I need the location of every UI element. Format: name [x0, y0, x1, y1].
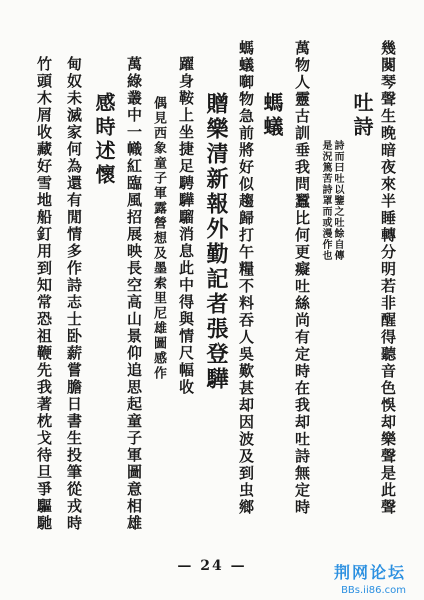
poem-title: 吐詩 [350, 92, 374, 140]
annotation: 是況篤苦詩罩而或漫作也 [320, 140, 331, 261]
poem-line: 竹頭木屑收藏好雪地船釘用到知常恐祖鞭先我著枕戈待旦爭驅馳 [35, 56, 53, 532]
annotation: 詩而曰吐以鑒之吐餘自傳 [332, 140, 343, 261]
page-number: — 24 — [177, 558, 247, 574]
poem-line: 躍身鞍上坐捷足騁驊騮消息此中得與情尺幅收 [177, 56, 195, 396]
poem-line: 幾闋琴聲生晚暗夜來半睡轉分明若非醒得聽音色悞却樂聲是此聲 [379, 40, 397, 516]
poem-title: 偶見西象童子軍露營想及墨索里尼雄圖感作 [151, 96, 166, 381]
poem-line: 甸奴未滅家何為還有閒情多作詩志士卧薪嘗膽日書生投筆從戎時 [65, 56, 83, 532]
poem-title: 螞蟻 [260, 92, 284, 140]
poem-line: 萬綠叢中一幟紅臨風招展映長空高山景仰追思起童子軍圖意相雄 [125, 56, 143, 532]
watermark-title: 荆网论坛 [333, 563, 406, 582]
poem-line: 螞蟻啣物急前將好似趨歸打午糧不料吞人吳歎甚却因波及到虫鄉 [237, 40, 255, 516]
poem-line: 萬物人靈古訓垂我問蠶比何更癡吐絲尚有定時在我却吐詩無定時 [293, 40, 311, 516]
watermark-url: BBs.ii86.com [341, 585, 406, 596]
poem-title: 感時述懷 [92, 92, 116, 188]
poem-title: 贈樂清新報外勤記者張登驊 [203, 92, 229, 392]
watermark [286, 560, 406, 596]
